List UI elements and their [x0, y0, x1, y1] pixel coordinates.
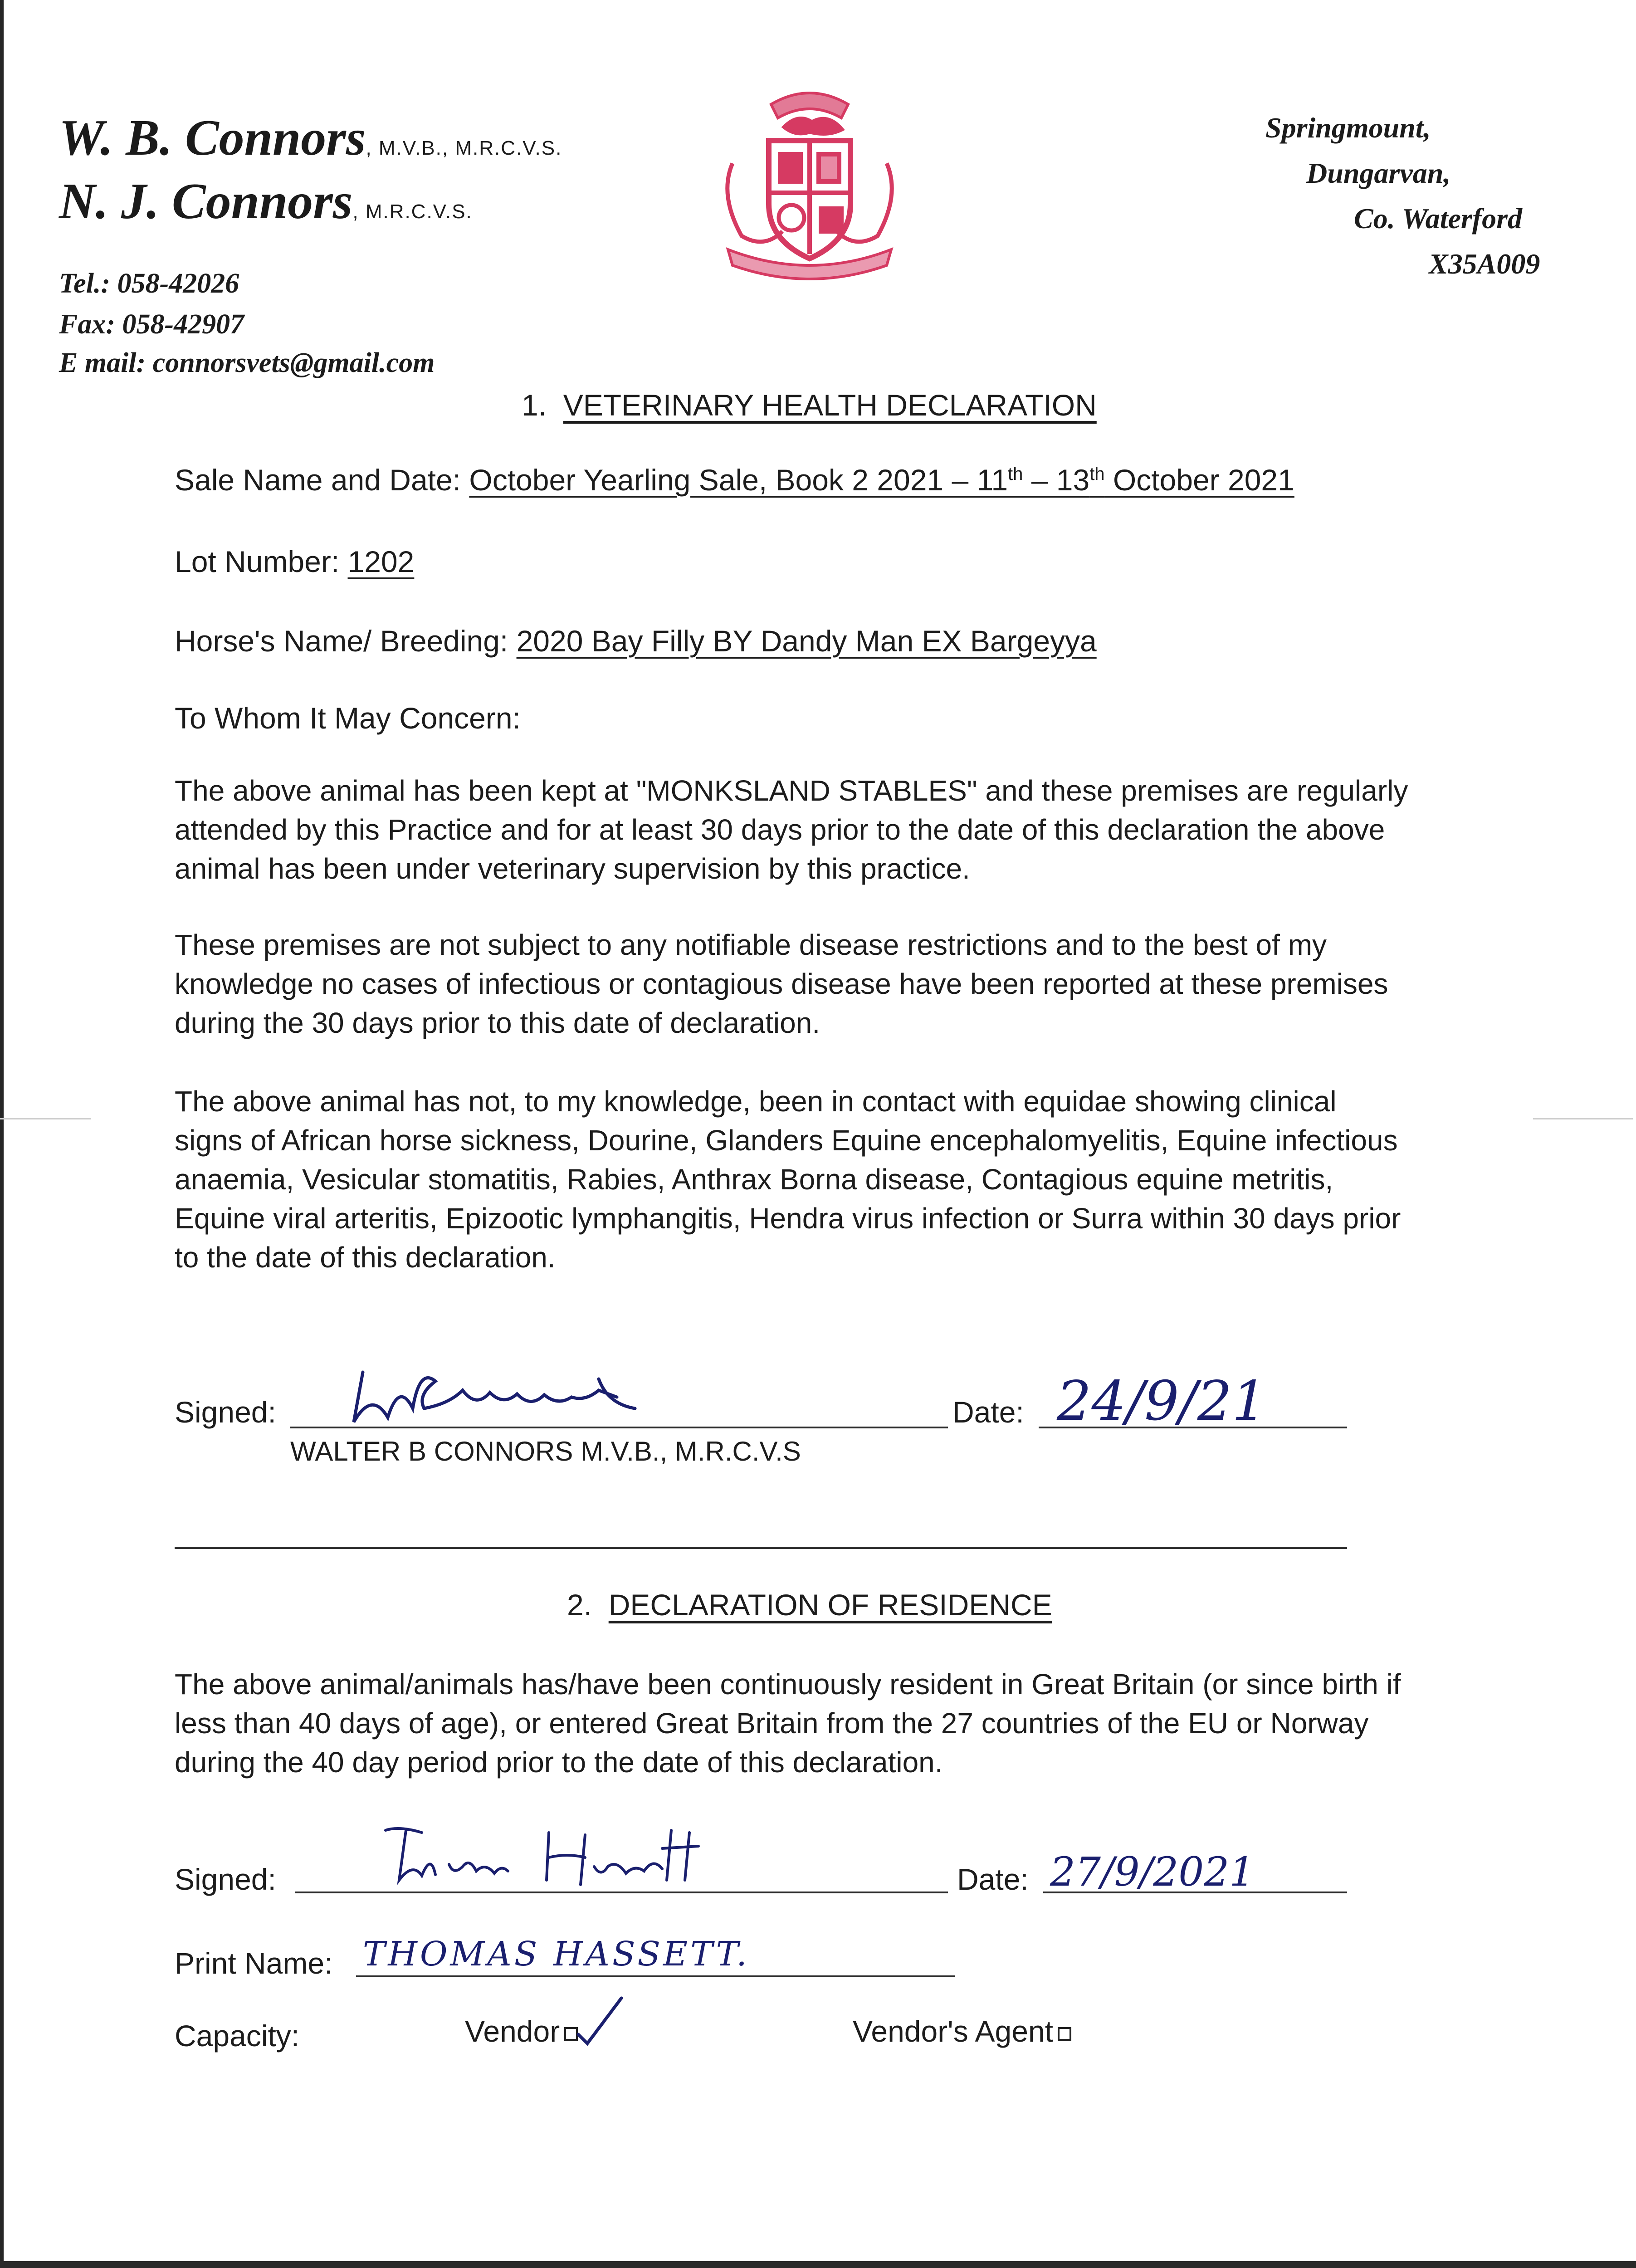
vendor-option[interactable]: Vendor	[465, 2014, 578, 2048]
telephone: Tel.: 058-42026	[59, 268, 239, 299]
address-line-3: Co. Waterford	[1354, 202, 1522, 235]
paragraph-disease-contact: The above animal has not, to my knowledge, been in contact with equidae showing clinical signs of African horse sickness, Dourine, Glanders Equine encephalomyelitis, Equine infectious anaemia, Vesicular stomatitis, Rabies, Anthrax Borna disease, Contagious equine metritis, Equine viral arteritis, Epizootic lymphangitis, Hendra virus infection or Surra within 30 days prior to the date of this declaration.	[175, 1085, 1401, 1274]
scan-fold-mark-right	[1533, 1118, 1633, 1119]
vendor-signature	[372, 1821, 735, 1898]
paragraph-premises: These premises are not subject to any notifiable disease restrictions and to the best of my knowledge no cases of infectious or contagious disease have been reported at these premises during the 30 days prior to this date of declaration.	[175, 929, 1388, 1039]
address-line-1: Springmount,	[1265, 112, 1431, 144]
section-divider	[175, 1547, 1347, 1549]
section1-heading: 1. VETERINARY HEALTH DECLARATION	[522, 388, 1097, 422]
capacity-label: Capacity:	[175, 2019, 300, 2053]
scan-edge-bottom	[0, 2261, 1636, 2268]
vet-name-1: W. B. Connors, M.V.B., M.R.C.V.S.	[59, 110, 562, 166]
print-name-label: Print Name:	[175, 1946, 333, 1980]
fax: Fax: 058-42907	[59, 309, 244, 340]
date-label-2: Date:	[957, 1862, 1029, 1896]
email: E mail: connorsvets@gmail.com	[59, 347, 435, 378]
sale-value: October Yearling Sale, Book 2 2021 – 11th – 13th October 2021	[469, 463, 1294, 497]
signed-label-1: Signed:	[175, 1395, 276, 1429]
section2-heading: 2. DECLARATION OF RESIDENCE	[567, 1588, 1052, 1622]
salutation: To Whom It May Concern:	[175, 701, 521, 735]
date-handwritten-2: 27/9/2021	[1050, 1848, 1255, 1895]
crest-logo	[692, 86, 928, 281]
horse-name-breeding: Horse's Name/ Breeding: 2020 Bay Filly BY Dandy Man EX Bargeyya	[175, 624, 1097, 658]
vendor-agent-checkbox[interactable]	[1058, 2027, 1071, 2041]
print-name-line	[356, 1975, 955, 1977]
address-line-2: Dungarvan,	[1306, 157, 1451, 189]
scan-fold-mark-left	[0, 1118, 91, 1119]
vet-name-2: N. J. Connors, M.R.C.V.S.	[59, 173, 473, 230]
print-name-handwritten: THOMAS HASSETT.	[363, 1935, 750, 1974]
address-line-4: X35A009	[1429, 248, 1540, 280]
paragraph-supervision: The above animal has been kept at "MONKSLAND STABLES" and these premises are regularly attended by this Practice and for at least 30 days prior to the date of this declaration the above animal has been under veterinary supervision by this practice.	[175, 774, 1408, 885]
sale-name-and-date: Sale Name and Date: October Yearling Sale, Book 2 2021 – 11th – 13th October 2021	[175, 463, 1294, 497]
vet-signature	[345, 1354, 689, 1436]
lot-number: Lot Number: 1202	[175, 545, 415, 578]
vet-printed-name: WALTER B CONNORS M.V.B., M.R.C.V.S	[290, 1436, 801, 1466]
vendor-agent-option[interactable]: Vendor's Agent	[853, 2014, 1071, 2048]
scan-edge-left	[0, 0, 4, 2268]
paragraph-residence: The above animal/animals has/have been continuously resident in Great Britain (or since birth if less than 40 days of age), or entered Great Britain from the 27 countries of the EU or Norway during the 40 day period prior to the date of this declaration.	[175, 1668, 1401, 1779]
signed-label-2: Signed:	[175, 1862, 276, 1896]
date-label-1: Date:	[952, 1395, 1024, 1429]
date-handwritten-1: 24/9/21	[1057, 1370, 1267, 1433]
vendor-checkmark	[574, 1991, 628, 2050]
